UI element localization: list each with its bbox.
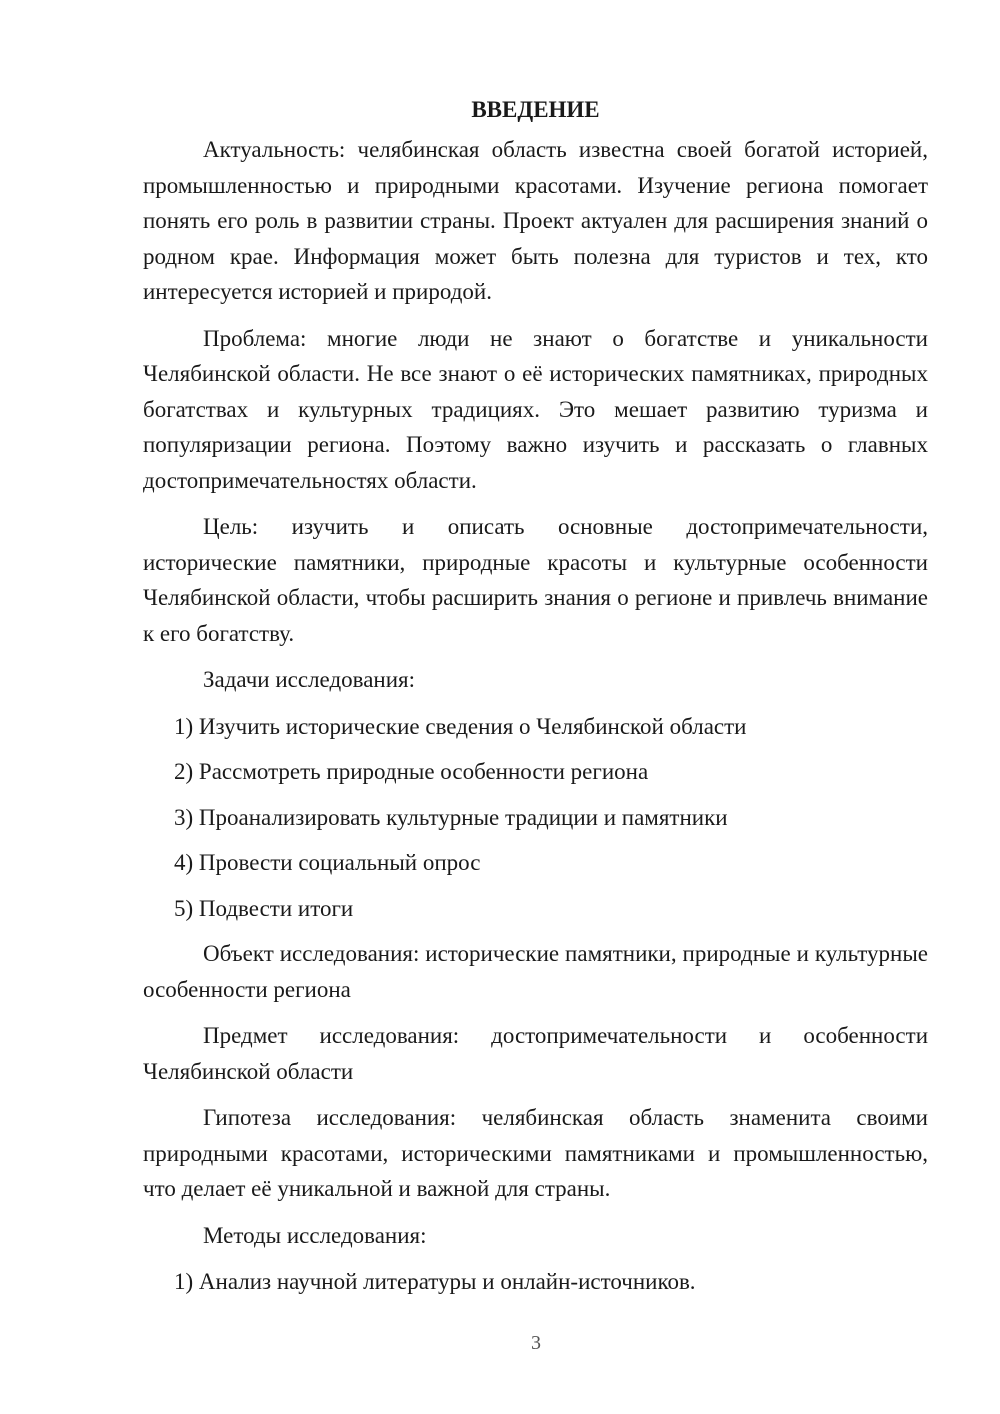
methods-list — [143, 1264, 928, 1300]
list-item: 1) Изучить исторические сведения о Челябинской области — [174, 713, 747, 739]
object-paragraph: Объект исследования: исторические памятники, природные и культурные особенности региона — [143, 941, 928, 1002]
page-number: 3 — [531, 1332, 541, 1354]
list-item: 4) Провести социальный опрос — [174, 850, 481, 875]
list-item: 5) Подвести итоги — [174, 895, 354, 921]
page-title: ВВЕДЕНИЕ — [471, 97, 600, 122]
list-item: 2) Рассмотреть природные особенности региона — [174, 759, 649, 784]
hypothesis-paragraph: Гипотеза исследования: челябинская область знаменита своими природными красотами, историческими памятниками и промышленностью, что делает её уникальной и важной для страны. — [143, 1105, 928, 1201]
subject-paragraph: Предмет исследования: достопримечательности и особенности Челябинской области — [143, 1023, 928, 1084]
relevance-paragraph: Актуальность: челябинская область известна своей богатой историей, промышленностью и природными красотами. Изучение региона помогает понять его роль в развитии страны. Проект актуален для расширения знаний о родном крае. Информация может быть полезна для туристов и тех, кто интересуется историей и природой. — [143, 137, 928, 304]
document-page — [143, 92, 928, 1310]
tasks-heading: Задачи исследования: — [203, 667, 416, 692]
goal-paragraph: Цель: изучить и описать основные достопримечательности, исторические памятники, природные красоты и культурные особенности Челябинской области, чтобы расширить знания о регионе и привлечь внимание к его богатству. — [143, 514, 928, 646]
tasks-list — [143, 709, 928, 927]
problem-paragraph: Проблема: многие люди не знают о богатстве и уникальности Челябинской области. Не все знают о её исторических памятниках, природных богатствах и культурных традициях. Это мешает развитию туризма и популяризации региона. Поэтому важно изучить и рассказать о главных достопримечательностях области. — [143, 325, 928, 493]
list-item: 1) Анализ научной литературы и онлайн-источников. — [174, 1269, 696, 1294]
list-item: 3) Проанализировать культурные традиции и памятники — [174, 804, 728, 830]
methods-heading: Методы исследования: — [203, 1222, 427, 1248]
